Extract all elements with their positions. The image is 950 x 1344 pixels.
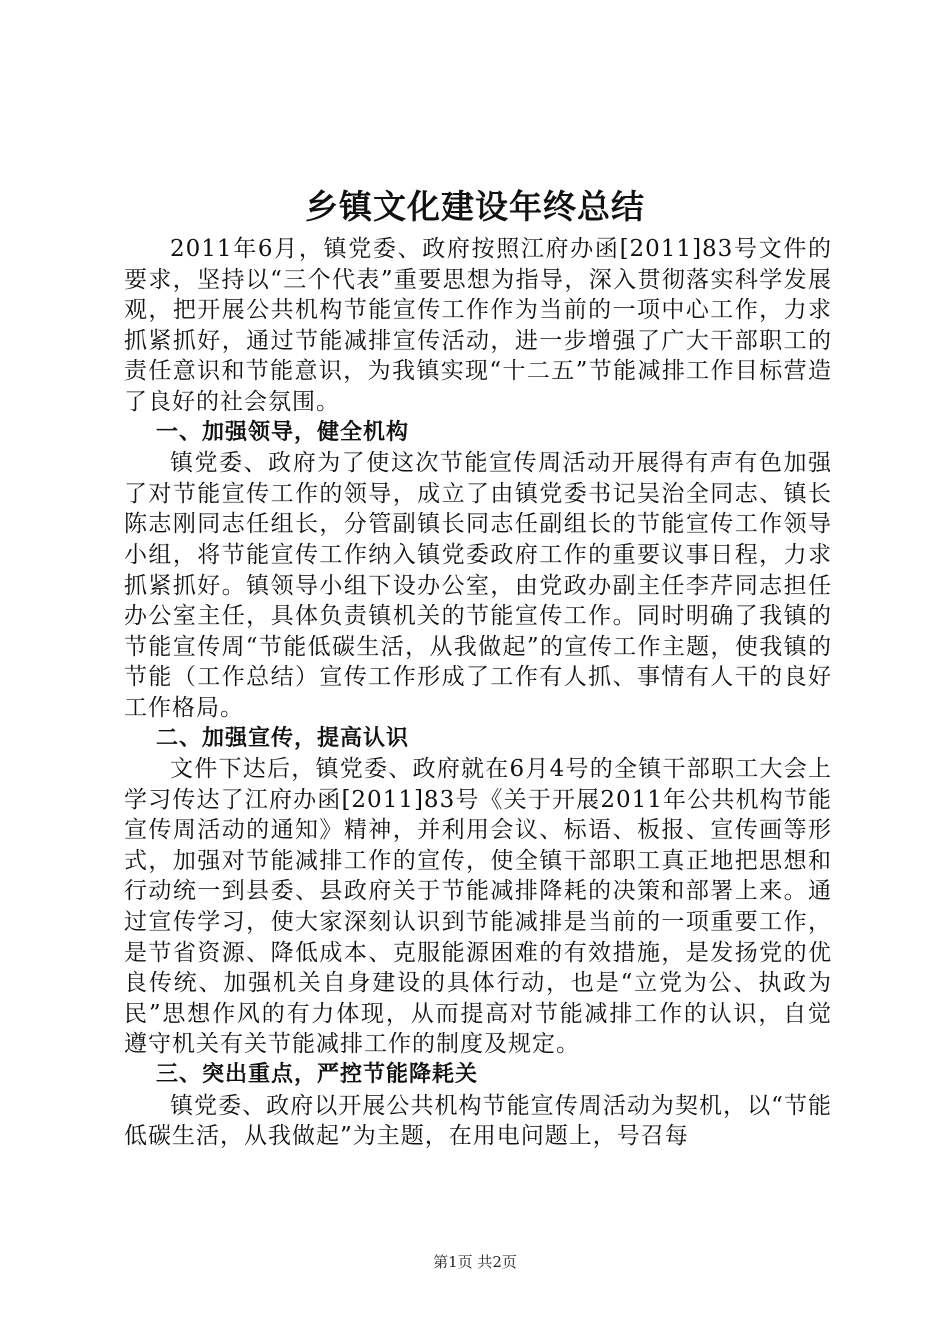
section-heading-1: 一、加强领导，健全机构 [156,419,410,445]
section-heading-2: 二、加强宣传，提高认识 [156,725,410,751]
document-body [124,234,832,1152]
section-paragraph-3: 镇党委、政府以开展公共机构节能宣传周活动为契机，以“节能低碳生活，从我做起”为主题，在用电问题上，号召每 [124,1092,832,1150]
intro-paragraph: 2011年6月，镇党委、政府按照江府办函[2011]83号文件的要求，坚持以“三个代表”重要思想为指导，深入贯彻落实科学发展观，把开展公共机构节能宣传工作作为当前的一项中心工作，力求抓紧抓好，通过节能减排宣传活动，进一步增强了广大干部职工的责任意识和节能意识，为我镇实现“十二五”节能减排工作目标营造了良好的社会氛围。 [124,236,832,415]
document-title: 乡镇文化建设年终总结 [305,187,645,226]
page-footer: 第1页 共2页 [433,1253,517,1271]
section-heading-3: 三、突出重点，严控节能降耗关 [156,1062,479,1088]
section-paragraph-2: 文件下达后，镇党委、政府就在6月4号的全镇干部职工大会上学习传达了江府办函[2011]83号《关于开展2011年公共机构节能宣传周活动的通知》精神，并利用会议、标语、板报、宣传画等形式，加强对节能减排工作的宣传，使全镇干部职工真正地把思想和行动统一到县委、县政府关于节能减排降耗的决策和部署上来。通过宣传学习，使大家深刻认识到节能减排是当前的一项重要工作，是节省资源、降低成本、克服能源困难的有效措施，是发扬党的优良传统、加强机关自身建设的具体行动，也是“立党为公、执政为民”思想作风的有力体现，从而提高对节能减排工作的认识，自觉遵守机关有关节能减排工作的制度及规定。 [124,756,832,1058]
section-paragraph-1: 镇党委、政府为了使这次节能宣传周活动开展得有声有色加强了对节能宣传工作的领导，成立了由镇党委书记吴治全同志、镇长陈志刚同志任组长，分管副镇长同志任副组长的节能宣传工作领导小组，将节能宣传工作纳入镇党委政府工作的重要议事日程，力求抓紧抓好。镇领导小组下设办公室，由党政办副主任李芹同志担任办公室主任，具体负责镇机关的节能宣传工作。同时明确了我镇的节能宣传周“节能低碳生活，从我做起”的宣传工作主题，使我镇的节能（工作总结）宣传工作形成了工作有人抓、事情有人干的良好工作格局。 [124,450,832,721]
